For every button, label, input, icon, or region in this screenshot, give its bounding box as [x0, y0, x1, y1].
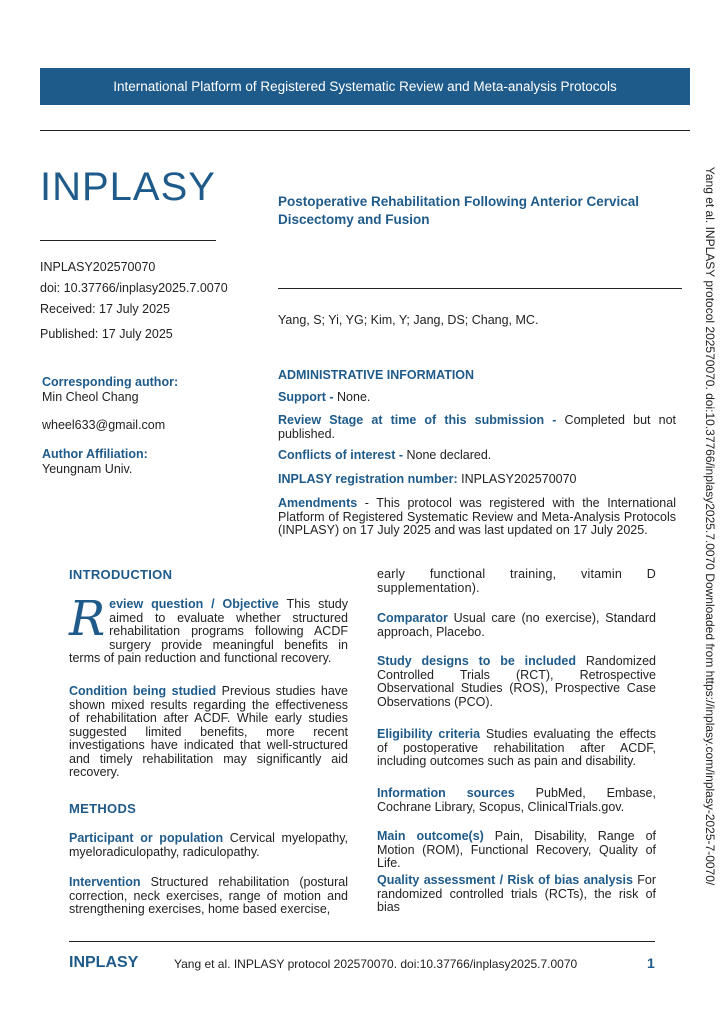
intervention: Intervention Structured rehabilitation (postural correction, neck exercises, range of motion and strengthening exercises, home based exercise,	[69, 875, 348, 916]
inplasy-logo: INPLASY	[40, 165, 216, 209]
footer-citation: Yang et al. INPLASY protocol 202570070. doi:10.37766/inplasy2025.7.0070	[174, 957, 578, 971]
review-stage-item: Review Stage at time of this submission - Completed but not published.	[278, 413, 676, 441]
page-number: 1	[647, 955, 655, 971]
doi[interactable]: doi: 10.37766/inplasy2025.7.0070	[40, 281, 228, 295]
author-email[interactable]: wheel633@gmail.com	[42, 418, 166, 432]
review-question: Review question / Objective This study aimed to evaluate whether structured rehabilitation programs following ACDF surgery provide meaningful benefits in terms of pain reduction and functional recovery.	[69, 591, 348, 665]
corresponding-author-label: Corresponding author:	[42, 375, 179, 389]
registration-item: INPLASY registration number: INPLASY202570070	[278, 472, 577, 486]
drop-cap: R	[69, 591, 106, 647]
footer-logo: INPLASY	[69, 954, 139, 971]
administrative-heading: ADMINISTRATIVE INFORMATION	[278, 368, 475, 382]
main-outcomes: Main outcome(s) Pain, Disability, Range of Motion (ROM), Functional Recovery, Quality of Life.	[377, 829, 656, 870]
corresponding-author-name: Min Cheol Chang	[42, 390, 139, 404]
footer-divider	[69, 941, 655, 942]
affiliation: Yeungnam Univ.	[42, 462, 133, 476]
information-sources: Information sources PubMed, Embase, Cochrane Library, Scopus, ClinicalTrials.gov.	[377, 786, 656, 814]
introduction-heading: INTRODUCTION	[69, 567, 173, 582]
quality-assessment: Quality assessment / Risk of bias analysis For randomized controlled trials (RCTs), the risk of bias	[377, 873, 656, 914]
header-divider	[40, 130, 690, 131]
paper-title: Postoperative Rehabilitation Following Anterior Cervical Discectomy and Fusion	[278, 194, 640, 227]
affiliation-label: Author Affiliation:	[42, 447, 148, 461]
published-date: Published: 17 July 2025	[40, 327, 173, 341]
header-banner: International Platform of Registered Systematic Review and Meta-analysis Protocols	[40, 68, 690, 105]
authors: Yang, S; Yi, YG; Kim, Y; Jang, DS; Chang, MC.	[278, 313, 539, 327]
amendments-item: Amendments - This protocol was registered with the International Platform of Registered Systematic Review and Meta-Analysis Protocols (INPLASY) on 17 July 2025 and was last updated on 17 July 2025.	[278, 496, 676, 537]
participant-population: Participant or population Cervical myelopathy, myeloradiculopathy, radiculopathy.	[69, 831, 349, 859]
condition-studied: Condition being studied Previous studies have shown mixed results regarding the effectiveness of rehabilitation after ACDF. While early studies suggested limited benefits, more recent investigations have indicated that well-structured and timely rehabilitation may significantly aid recovery.	[69, 684, 349, 779]
title-divider	[278, 288, 682, 289]
intervention-continued: early functional training, vitamin D supplementation).	[377, 567, 656, 595]
conflicts-item: Conflicts of interest - None declared.	[278, 448, 492, 462]
side-citation-text[interactable]: Yang et al. INPLASY protocol 202570070. doi:10.37766/inplasy2025.7.0070 Downloaded from https://inplasy.com/inplasy-2025-7-0070/	[703, 166, 717, 886]
side-citation	[701, 152, 724, 900]
logo-divider	[40, 240, 216, 241]
methods-heading: METHODS	[69, 801, 137, 816]
received-date: Received: 17 July 2025	[40, 302, 170, 316]
registration-id: INPLASY202570070	[40, 260, 156, 274]
comparator: Comparator Usual care (no exercise), Standard approach, Placebo.	[377, 611, 656, 639]
eligibility-criteria: Eligibility criteria Studies evaluating the effects of postoperative rehabilitation after ACDF, including outcomes such as pain and disability.	[377, 727, 656, 768]
study-designs: Study designs to be included Randomized Controlled Trials (RCT), Retrospective Observational Studies (ROS), Prospective Case Observations (PCO).	[377, 654, 656, 709]
support-item: Support - None.	[278, 390, 371, 404]
